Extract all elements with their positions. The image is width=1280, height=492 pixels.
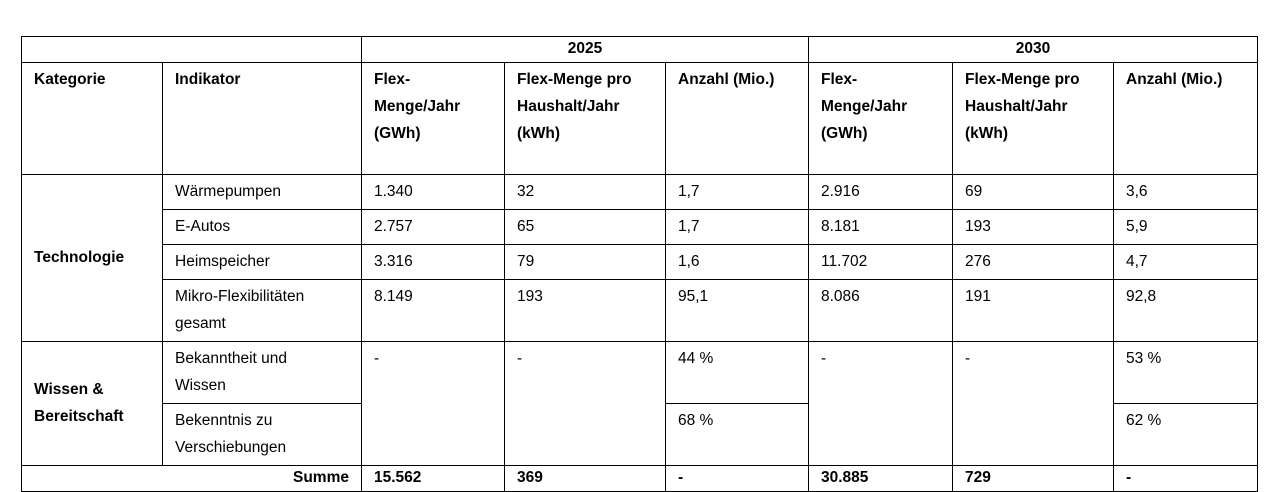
value-cell: 53 % xyxy=(1114,342,1258,404)
header-line: Flex- xyxy=(821,71,858,88)
value-cell: 44 % xyxy=(666,342,809,404)
pro-haushalt-header-2030 xyxy=(953,63,1114,175)
indikator-cell: Wärmepumpen xyxy=(163,175,362,210)
header-line: (kWh) xyxy=(517,125,561,142)
group-technologie: Technologie xyxy=(22,175,163,342)
value-cell: - xyxy=(809,342,953,466)
summe-value: 729 xyxy=(953,466,1114,492)
flex-menge-header-2025 xyxy=(362,63,505,175)
indikator-cell: Heimspeicher xyxy=(163,245,362,280)
value-cell: 65 xyxy=(505,210,666,245)
value-cell: 1,6 xyxy=(666,245,809,280)
value-cell: 1,7 xyxy=(666,210,809,245)
summe-value: 369 xyxy=(505,466,666,492)
value-cell: 8.086 xyxy=(809,280,953,342)
indikator-cell xyxy=(163,342,362,404)
value-cell: 92,8 xyxy=(1114,280,1258,342)
value-cell: 3,6 xyxy=(1114,175,1258,210)
header-line: (GWh) xyxy=(821,125,868,142)
year-2025-header: 2025 xyxy=(362,37,809,63)
value-cell: 2.757 xyxy=(362,210,505,245)
blank-corner-cell xyxy=(22,37,362,63)
value-cell: 95,1 xyxy=(666,280,809,342)
value-cell: 193 xyxy=(505,280,666,342)
year-header-row xyxy=(22,37,1258,63)
value-cell: 68 % xyxy=(666,404,809,466)
flex-menge-header-2030 xyxy=(809,63,953,175)
header-line: Flex-Menge pro xyxy=(517,71,632,88)
table-row xyxy=(22,175,1258,210)
value-cell: 2.916 xyxy=(809,175,953,210)
indikator-line: Verschiebungen xyxy=(175,439,287,456)
summe-row xyxy=(22,466,1258,492)
header-line: Menge/Jahr xyxy=(821,98,908,115)
indikator-line: Wissen xyxy=(175,377,226,394)
header-line: (GWh) xyxy=(374,125,421,142)
value-cell: 5,9 xyxy=(1114,210,1258,245)
table-row xyxy=(22,245,1258,280)
header-line: Haushalt/Jahr xyxy=(965,98,1068,115)
header-line: Menge/Jahr xyxy=(374,98,461,115)
value-cell: - xyxy=(953,342,1114,466)
year-2030-header: 2030 xyxy=(809,37,1258,63)
header-line: (kWh) xyxy=(965,125,1009,142)
value-cell: 11.702 xyxy=(809,245,953,280)
pro-haushalt-header-2025 xyxy=(505,63,666,175)
value-cell: 69 xyxy=(953,175,1114,210)
value-cell: - xyxy=(505,342,666,466)
value-cell: 62 % xyxy=(1114,404,1258,466)
value-cell: 4,7 xyxy=(1114,245,1258,280)
value-cell: 1,7 xyxy=(666,175,809,210)
header-line: Flex-Menge pro xyxy=(965,71,1080,88)
kategorie-header: Kategorie xyxy=(22,63,163,175)
indikator-line: Bekanntheit und xyxy=(175,350,288,367)
summe-value: - xyxy=(666,466,809,492)
indikator-line: Mikro-Flexibilitäten xyxy=(175,288,305,305)
table-row xyxy=(22,210,1258,245)
group-wissen-bereitschaft xyxy=(22,342,163,466)
table-row xyxy=(22,280,1258,342)
indikator-cell: E-Autos xyxy=(163,210,362,245)
value-cell: 191 xyxy=(953,280,1114,342)
value-cell: 276 xyxy=(953,245,1114,280)
value-cell: 79 xyxy=(505,245,666,280)
header-line: Haushalt/Jahr xyxy=(517,98,620,115)
header-line: Flex- xyxy=(374,71,411,88)
value-cell: 8.181 xyxy=(809,210,953,245)
anzahl-header-2030: Anzahl (Mio.) xyxy=(1114,63,1258,175)
summe-value: 15.562 xyxy=(362,466,505,492)
table-row xyxy=(22,342,1258,404)
anzahl-header-2025: Anzahl (Mio.) xyxy=(666,63,809,175)
indikator-header: Indikator xyxy=(163,63,362,175)
summe-value: - xyxy=(1114,466,1258,492)
value-cell: 8.149 xyxy=(362,280,505,342)
value-cell: 1.340 xyxy=(362,175,505,210)
value-cell: - xyxy=(362,342,505,466)
value-cell: 32 xyxy=(505,175,666,210)
value-cell: 193 xyxy=(953,210,1114,245)
column-header-row xyxy=(22,63,1258,175)
indikator-cell xyxy=(163,280,362,342)
summe-value: 30.885 xyxy=(809,466,953,492)
group-line: Wissen & xyxy=(34,381,104,398)
group-line: Bereitschaft xyxy=(34,408,124,425)
value-cell: 3.316 xyxy=(362,245,505,280)
flex-table xyxy=(21,36,1258,492)
indikator-line: Bekenntnis zu xyxy=(175,412,273,429)
indikator-line: gesamt xyxy=(175,315,226,332)
indikator-cell xyxy=(163,404,362,466)
summe-label: Summe xyxy=(22,466,362,492)
